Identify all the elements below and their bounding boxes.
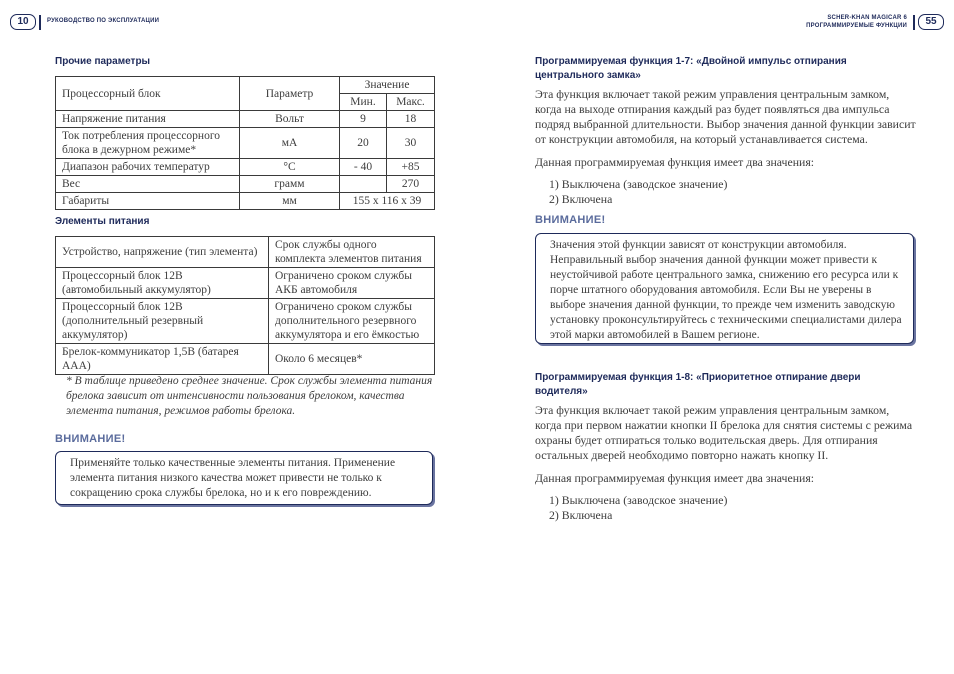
param-max: 30 [387,128,435,159]
param-unit: мм [240,193,340,210]
col-header-param: Параметр [240,77,340,111]
device-cell: Процессорный блок 12В (автомобильный аккумулятор) [56,268,269,299]
func17-title: Программируемая функция 1-7: «Двойной импульс отпирания центрального замка» [535,56,847,81]
table-header-row [56,237,435,268]
param-unit: Вольт [240,111,340,128]
other-params-title: Прочие параметры [55,56,151,67]
func17-values-intro: Данная программируемая функция имеет два значения: [535,155,815,169]
life-cell: Ограничено сроком службы дополнительного резервного аккумулятора и его ёмкостью [269,299,435,344]
func17-option2: 2) Включена [549,192,613,206]
left-page-header: РУКОВОДСТВО ПО ЭКСПЛУАТАЦИИ [47,18,160,24]
other-params-table [55,76,435,210]
left-page-number: 10 [10,14,36,30]
table-row [56,268,435,299]
param-value: 155 x 116 x 39 [340,193,435,210]
left-attention-box: Применяйте только качественные элементы питания. Применение элемента питания низкого качества может привести не только к сокращению срока службы брелока, но и к его повреждению. [55,451,433,505]
right-header-divider [913,15,915,30]
col-header-max: Макс. [387,94,435,111]
table-row [56,159,435,176]
table-row [56,176,435,193]
param-name: Диапазон рабочих температур [56,159,240,176]
func18-text: Эта функция включает такой режим управления центральным замком, когда при первом нажатии кнопки II брелока для снятия системы с режима охраны будет отпираться только водительская дверь. Для отпирания остальных дверей необходимо повторно нажать кнопку II. [535,403,913,462]
device-cell: Процессорный блок 12В (дополнительный резервный аккумулятор) [56,299,269,344]
func18-option2: 2) Включена [549,508,613,522]
param-min: - 40 [340,159,387,176]
param-max: 270 [387,176,435,193]
func18-title: Программируемая функция 1-8: «Приоритетное отпирание двери водителя» [535,372,861,397]
func17-text: Эта функция включает такой режим управления центральным замком, когда на выходе отпирания каждый раз будет появляться два импульса подряд выбранной длительности. Выбор значения данной функции зависит от конструкции автомобиля, на который устанавливается система. [535,87,916,146]
col-header-device: Устройство, напряжение (тип элемента) [56,237,269,268]
table-row [56,111,435,128]
col-header-value: Значение [340,77,435,94]
param-name: Вес [56,176,240,193]
left-header-divider [39,15,41,30]
device-cell: Брелок-коммуникатор 1,5В (батарея AAA) [56,344,269,375]
table-row [56,299,435,344]
param-name: Габариты [56,193,240,210]
life-cell: Около 6 месяцев* [269,344,435,375]
table-row [56,193,435,210]
param-name: Напряжение питания [56,111,240,128]
power-elements-table [55,236,435,375]
right-page-number: 55 [918,14,944,30]
func17-option1: 1) Выключена (заводское значение) [549,177,728,191]
left-attention-label: ВНИМАНИЕ! [55,433,126,445]
col-header-block: Процессорный блок [56,77,240,111]
param-unit: мА [240,128,340,159]
right-header-line2: ПРОГРАММИРУЕМЫЕ ФУНКЦИИ [806,23,907,29]
table-row [56,128,435,159]
param-max: +85 [387,159,435,176]
param-min: 9 [340,111,387,128]
func18-values-intro: Данная программируемая функция имеет два значения: [535,471,815,485]
right-attention-label: ВНИМАНИЕ! [535,214,606,226]
param-max: 18 [387,111,435,128]
func18-option1: 1) Выключена (заводское значение) [549,493,728,507]
param-unit: °С [240,159,340,176]
param-name: Ток потребления процессорного блока в дежурном режиме* [56,128,240,159]
param-min [340,176,387,193]
param-min: 20 [340,128,387,159]
power-elements-title: Элементы питания [55,216,150,227]
col-header-life: Срок службы одного комплекта элементов питания [269,237,435,268]
right-attention-box: Значения этой функции зависят от конструкции автомобиля. Неправильный выбор значения данной функции может привести к неустойчивой работе центрального замка, снижению его ресурса или к порче штатного оборудования автомобиля. Если Вы не уверены в выборе значения данной функции, то прежде чем изменить заводскую установку проконсультируйтесь с техническими специалистами дилера этой марки автомобилей в Вашем регионе. [535,233,914,344]
table-row [56,344,435,375]
right-header-line1: SCHER-KHAN MAGICAR 6 [827,15,907,21]
life-cell: Ограничено сроком службы АКБ автомобиля [269,268,435,299]
param-unit: грамм [240,176,340,193]
col-header-min: Мин. [340,94,387,111]
table-footnote: * В таблице приведено среднее значение. Срок службы элемента питания брелока зависит от интенсивности пользования брелоком, качества элемента питания, режимов работы брелока. [66,375,433,417]
